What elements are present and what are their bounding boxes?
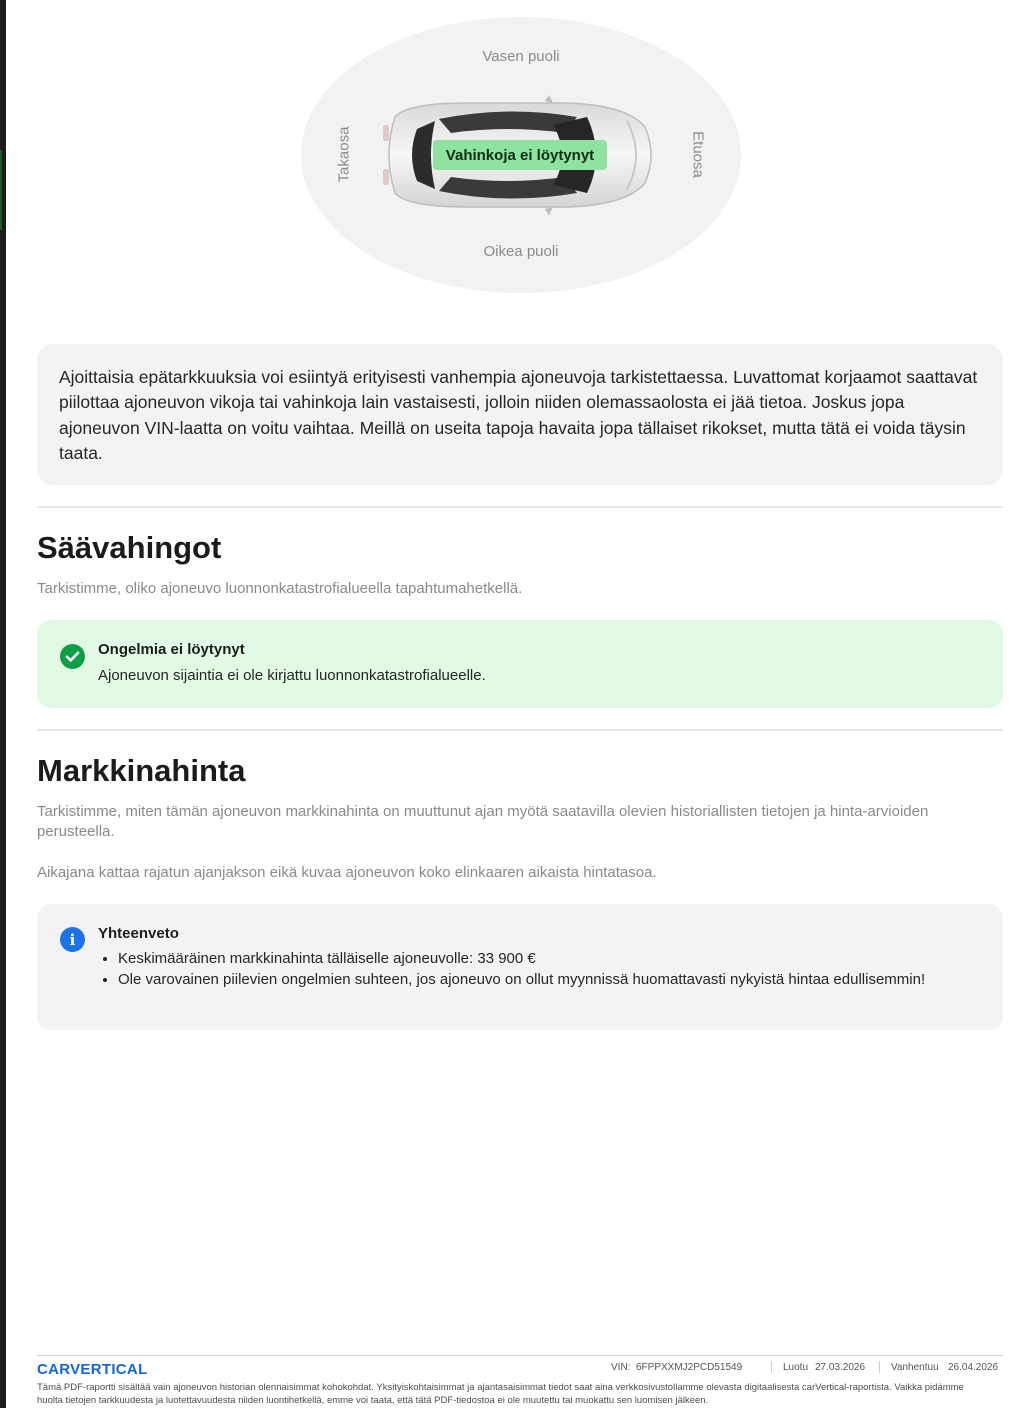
weather-damage-result [37,620,1003,708]
result-title: Ongelmia ei löytynyt [98,641,245,658]
created-label: Luotu [783,1362,809,1373]
check-circle-icon [60,644,85,669]
damage-diagram [301,17,741,293]
market-price-timeline-note: Aikajana kattaa rajatun ajanjakson eikä kuvaa ajoneuvon koko elinkaaren aikaista hintatasoa. [37,864,657,881]
summary-item: • Ole varovainen piilevien ongelmien suhteen, jos ajoneuvo on ollut myynnissä huomattavasti nykyistä hintaa edullisemmin! [118,970,928,991]
summary-item: • Keskimääräinen markkinahinta tälläiselle ajoneuvolle: 33 900 € [118,949,928,970]
footer-divider [37,1355,1003,1356]
right-side-label: Oikea puoli [483,243,559,260]
market-price-summary [37,904,1003,1030]
section-divider [37,506,1003,508]
result-text: Ajoneuvon sijaintia ei ole kirjattu luonnonkatastrofialueelle. [98,667,486,684]
footer-disclaimer: Tämä PDF-raportti sisältää vain ajoneuvon historian olennaisimmat kohokohdat. Yksityiskohtaisimmat ja ajantasaisimmat tiedot saat aina verkkosivustollamme olevasta digitaalisesta carVertical-raportista. Vaikka pidämme huolta tietojen tarkkuudesta ja luotettavuudesta niiden luontihetkellä, emme voi taata, että tätä PDF-tiedostoa ei ole muutettu tai muokattu sen luomisen jälkeen. [37,1382,964,1406]
expires-date: 26.04.2026 [948,1362,999,1373]
window-edge [0,0,6,1408]
vin-label: VIN: [611,1362,631,1373]
weather-damage-title: Säävahingot [37,530,222,565]
section-divider [37,729,1003,731]
weather-damage-description: Tarkistimme, oliko ajoneuvo luonnonkatastrofialueella tapahtumahetkellä. [37,580,523,597]
footer-separator [879,1361,880,1373]
no-damage-badge: Vahinkoja ei löytynyt [433,140,607,170]
summary-title: Yhteenveto [98,925,179,942]
market-price-description: Tarkistimme, miten tämän ajoneuvon markkinahinta on muuttunut ajan myötä saatavilla olevien historiallisten tietojen ja hinta-arvioiden perusteella. [37,803,929,840]
carvertical-logo: CARVERTICAL [37,1361,148,1378]
rear-label: Takaosa [335,126,353,183]
vin-value: 6FPPXXMJ2PCD51549 [636,1362,743,1373]
created-date: 27.03.2026 [815,1362,866,1373]
info-circle-icon: i [60,927,85,952]
summary-list [118,949,928,990]
front-label: Etuosa [689,131,707,178]
left-side-label: Vasen puoli [482,48,560,65]
footer-separator [771,1361,772,1373]
expires-label: Vanhentuu [891,1362,939,1373]
accuracy-notice: Ajoittaisia epätarkkuuksia voi esiintyä erityisesti vanhempia ajoneuvoja tarkistettaessa. Luvattomat korjaamot saattavat piilottaa ajoneuvon vikoja tai vahinkoja lain vastaisesti, jolloin niiden olemassaolosta ei jää tietoa. Joskus jopa ajoneuvon VIN-laatta on voitu vaihtaa. Meillä on useita tapoja havaita jopa tällaiset rikokset, mutta tätä ei voida täysin taata. [37,344,1003,485]
market-price-title: Markkinahinta [37,753,246,788]
